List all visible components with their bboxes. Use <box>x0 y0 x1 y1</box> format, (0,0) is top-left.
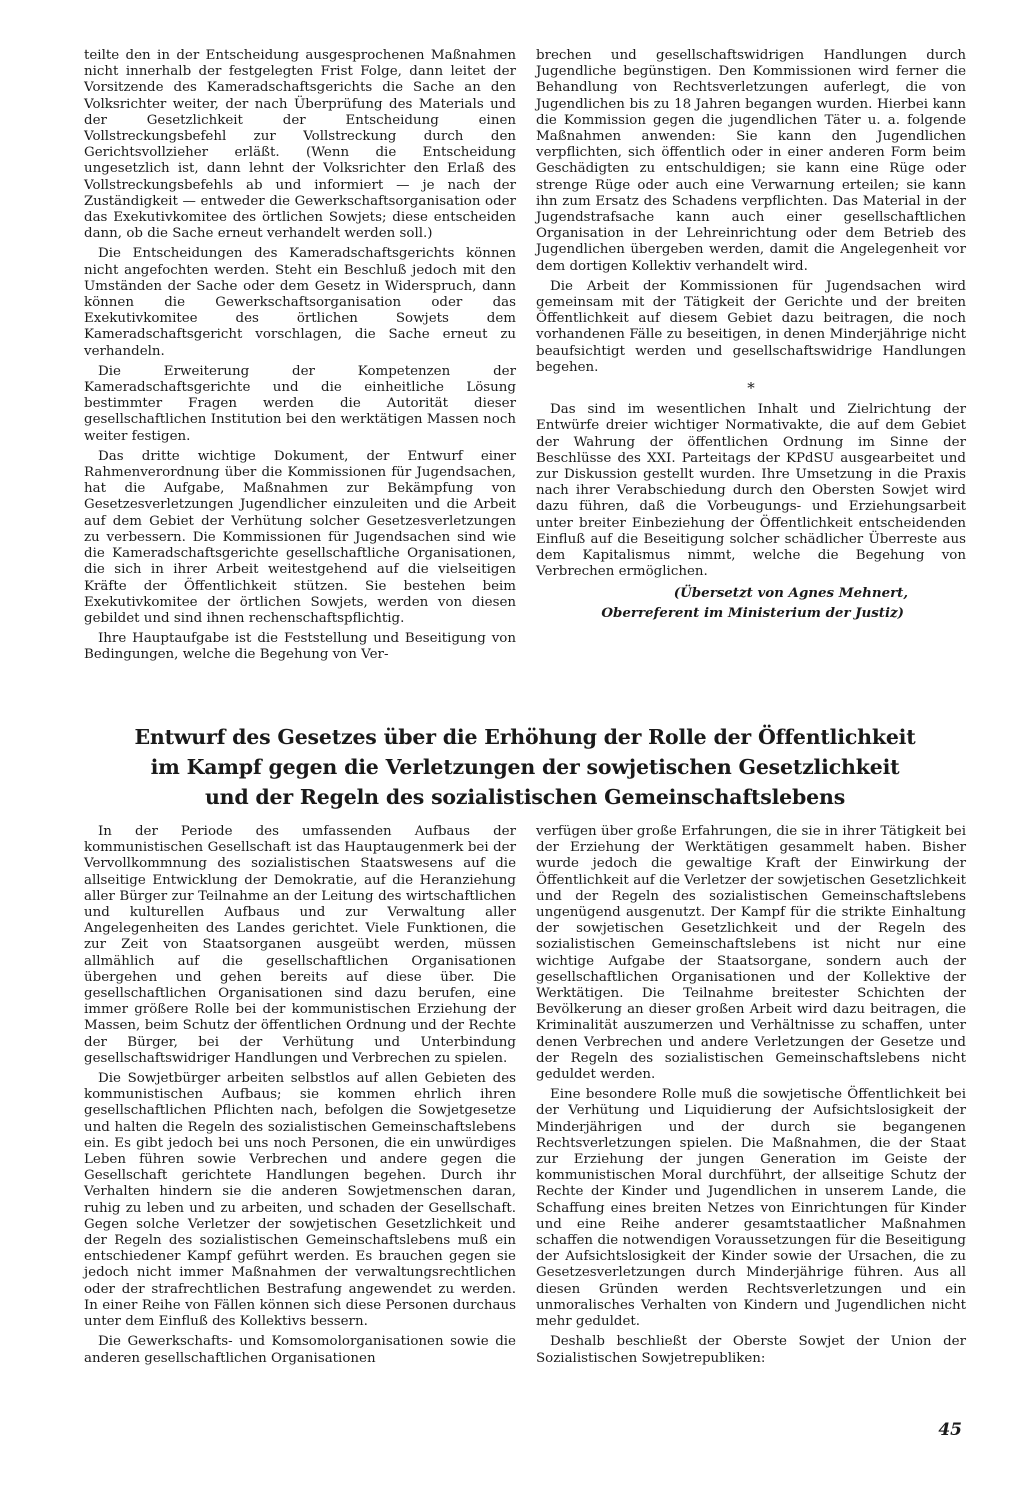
article-headline <box>84 722 966 812</box>
paragraph: Die Sowjetbürger arbeiten selbstlos auf allen Gebieten des kommunistischen Aufbaus; sie kommen ehrlich ihren gesellschaftlichen Pflichten nach, befolgen die Sowjetgesetze und halten die Regeln des sozialistischen Gemeinschaftslebens ein. Es gibt jedoch bei uns noch Personen, die ein unwürdiges Leben führen sowie Verbrechen und andere gegen die Gesellschaft gerichtete Handlungen begehen. Durch ihr Verhalten hindern sie die anderen Sowjetmenschen daran, ruhig zu leben und zu arbeiten, und schaden der Gesellschaft. Gegen solche Verletzer der sowjetischen Gesetzlichkeit und der Regeln des sozialistischen Gemeinschaftslebens muß ein entschiedener Kampf geführt werden. Es brauchen gegen sie jedoch nicht immer Maßnahmen der verwaltungsrechtlichen oder der strafrechtlichen Bestrafung angewendet zu werden. In einer Reihe von Fällen können sich diese Personen durchaus unter dem Einfluß des Kollektivs bessern. <box>84 1071 516 1330</box>
paragraph: Die Gewerkschafts- und Komsomolorganisationen sowie die anderen gesellschaftlichen Organisationen <box>84 1334 516 1366</box>
paragraph: Deshalb beschließt der Oberste Sowjet der Union der Sozialistischen Sowjetrepubliken: <box>536 1334 966 1366</box>
paragraph: Die Erweiterung der Kompetenzen der Kameradschaftsgerichte und die einheitliche Lösung bestimmter Fragen werden die Autorität dieser gesellschaftlichen Institution bei den werktätigen Massen noch weiter festigen. <box>84 363 516 444</box>
paragraph: verfügen über große Erfahrungen, die sie in ihrer Tätigkeit bei der Erziehung der Werktätigen gesammelt haben. Bisher wurde jedoch die gewaltige Kraft der Einwirkung der Öffentlichkeit auf die Verletzer der sowjetischen Gesetzlichkeit und der Regeln des sozialistischen Gemeinschaftslebens ungenügend ausgenutzt. Der Kampf für die strikte Einhaltung der sowjetischen Gesetzlichkeit und der Regeln des sozialistischen Gemeinschaftslebens ist nicht nur eine wichtige Aufgabe der Staatsorgane, sondern auch der gesellschaftlichen Organisationen und der Kollektive der Werktätigen. Die Teilnahme breitester Schichten der Bevölkerung an dieser großen Arbeit wird dazu beitragen, die Kriminalität auszumerzen und Verhältnisse zu schaffen, unter denen Verbrechen und andere Verletzungen der Gesetze und der Regeln des sozialistischen Gemeinschaftslebens nicht geduldet werden. <box>536 824 966 1083</box>
paragraph: Die Entscheidungen des Kameradschaftsgerichts können nicht angefochten werden. Steht ein Beschluß jedoch mit den Umständen der Sache oder dem Gesetz in Widerspruch, dann können die Gewerkschaftsorganisation oder das Exekutivkomitee des örtlichen Sowjets dem Kameradschaftsgericht vorschlagen, die Sache erneut zu verhandeln. <box>84 246 516 359</box>
paragraph: In der Periode des umfassenden Aufbaus der kommunistischen Gesellschaft ist das Hauptaugenmerk bei der Vervollkommnung des sozialistischen Staatswesens auf die allseitige Entwicklung der Demokratie, auf die Heranziehung aller Bürger zur Teilnahme an der Leitung des wirtschaftlichen und kulturellen Aufbaus und zur Verwaltung aller Angelegenheiten des Landes gerichtet. Viele Funktionen, die zur Zeit von Staatsorganen ausgeübt werden, müssen allmählich auf die gesellschaftlichen Organisationen übergehen und gehen bereits auf diese über. Die gesellschaftlichen Organisationen sind dazu berufen, eine immer größere Rolle bei der kommunistischen Erziehung der Massen, beim Schutz der öffentlichen Ordnung und der Rechte der Bürger, bei der Verhütung und Unterbindung gesellschaftswidriger Handlungen und Verbrechen zu spielen. <box>84 824 516 1066</box>
paragraph: Ihre Hauptaufgabe ist die Feststellung und Beseitigung von Bedingungen, welche die Begehung von Ver- <box>84 631 516 663</box>
attribution-translator: (Übersetzt von Agnes Mehnert, <box>673 584 908 601</box>
bottom-right-column <box>536 824 966 1371</box>
page-number: 45 <box>938 1420 962 1440</box>
headline-line-2: im Kampf gegen die Verletzungen der sowjetischen Gesetzlichkeit <box>150 755 900 779</box>
headline-line-3: und der Regeln des sozialistischen Gemeinschaftslebens <box>204 785 846 809</box>
top-left-column <box>84 48 516 668</box>
section-separator: * <box>747 379 755 398</box>
paragraph: teilte den in der Entscheidung ausgesprochenen Maßnahmen nicht innerhalb der festgelegten Frist Folge, dann leitet der Vorsitzende des Kameradschaftsgerichts die Sache an den Volksrichter weiter, der nach Überprüfung des Materials und der Gesetzlichkeit der Entscheidung einen Vollstreckungsbefehl zur Vollstreckung durch den Gerichtsvollzieher erläßt. (Wenn die Entscheidung ungesetzlich ist, dann lehnt der Volksrichter den Erlaß des Vollstreckungsbefehls ab und informiert — je nach der Zuständigkeit — entweder die Gewerkschaftsorganisation oder das Exekutivkomitee des örtlichen Sowjets; diese entscheiden dann, ob die Sache erneut verhandelt werden soll.) <box>84 48 516 242</box>
paragraph: Die Arbeit der Kommissionen für Jugendsachen wird gemeinsam mit der Tätigkeit der Gerichte und der breiten Öffentlichkeit auf diesem Gebiet dazu beitragen, die noch vorhandenen Fälle zu beseitigen, in denen Minderjährige nicht beaufsichtigt werden und gesellschaftswidrige Handlungen begehen. <box>536 278 966 375</box>
closing-paragraph: Das sind im wesentlichen Inhalt und Zielrichtung der Entwürfe dreier wichtiger Normativakte, die auf dem Gebiet der Wahrung der öffentlichen Ordnung im Sinne der Beschlüsse des XXI. Parteitags der KPdSU ausgearbeitet und zur Diskussion gestellt wurden. Ihre Umsetzung in die Praxis nach ihrer Verabschiedung durch den Obersten Sowjet wird dazu führen, daß die Vorbeugungs- und Erziehungsarbeit unter breiter Einbeziehung der Öffentlichkeit entscheidenden Einfluß auf die Beseitigung solcher schädlicher Überreste aus dem Kapitalismus nimmt, welche die Begehung von Verbrechen ermöglichen. <box>536 402 966 580</box>
paragraph: brechen und gesellschaftswidrigen Handlungen durch Jugendliche begünstigen. Den Kommissionen wird ferner die Behandlung von Rechtsverletzungen auferlegt, die von Jugendlichen bis zu 18 Jahren begangen wurden. Hierbei kann die Kommission gegen die jugendlichen Täter u. a. folgende Maßnahmen anwenden: Sie kann den Jugendlichen verpflichten, sich öffentlich oder in einer anderen Form beim Geschädigten zu entschuldigen; sie kann eine Rüge oder strenge Rüge oder auch eine Verwarnung erteilen; sie kann ihn zum Ersatz des Schadens verpflichten. Das Material in der Jugendstrafsache kann auch einer gesellschaftlichen Organisation in der Lehreinrichtung oder dem Betrieb des Jugendlichen übergeben werden, damit die Angelegenheit vor dem dortigen Kollektiv verhandelt wird. <box>536 48 966 274</box>
attribution-position: Oberreferent im Ministerium der Justiz) <box>601 604 904 621</box>
paragraph: Eine besondere Rolle muß die sowjetische Öffentlichkeit bei der Verhütung und Liquidierung der Aufsichtslosigkeit der Minderjährigen und der durch sie begangenen Rechtsverletzungen spielen. Die Maßnahmen, die der Staat zur Erziehung der jungen Generation im Geiste der kommunistischen Moral durchführt, der allseitige Schutz der Rechte der Kinder und Jugendlichen in unserem Lande, die Schaffung eines breiten Netzes von Einrichtungen für Kinder und eine Reihe anderer gesamtstaatlicher Maßnahmen schaffen die notwendigen Voraussetzungen für die Beseitigung der Aufsichtslosigkeit der Kinder sowie der Ursachen, die zu Gesetzesverletzungen durch Minderjährige führen. Aus all diesen Gründen werden Rechtsverletzungen und ein unmoralisches Verhalten von Kindern und Jugendlichen nicht mehr geduldet. <box>536 1087 966 1330</box>
top-right-column <box>536 48 966 625</box>
headline-line-1: Entwurf des Gesetzes über die Erhöhung der Rolle der Öffentlichkeit <box>134 725 916 749</box>
paragraph: Das dritte wichtige Dokument, der Entwurf einer Rahmenverordnung über die Kommissionen für Jugendsachen, hat die Aufgabe, Maßnahmen zur Bekämpfung von Gesetzesverletzungen Jugendlicher einzuleiten und die Arbeit auf dem Gebiet der Verhütung solcher Gesetzesverletzungen zu verbessern. Die Kommissionen für Jugendsachen sind wie die Kameradschaftsgerichte gesellschaftliche Organisationen, die sich in ihrer Arbeit weitestgehend auf die vielseitigen Kräfte der Öffentlichkeit stützen. Sie bestehen beim Exekutivkomitee der örtlichen Sowjets, werden von diesen gebildet und sind ihnen rechenschaftspflichtig. <box>84 448 516 626</box>
bottom-left-column <box>84 824 516 1371</box>
